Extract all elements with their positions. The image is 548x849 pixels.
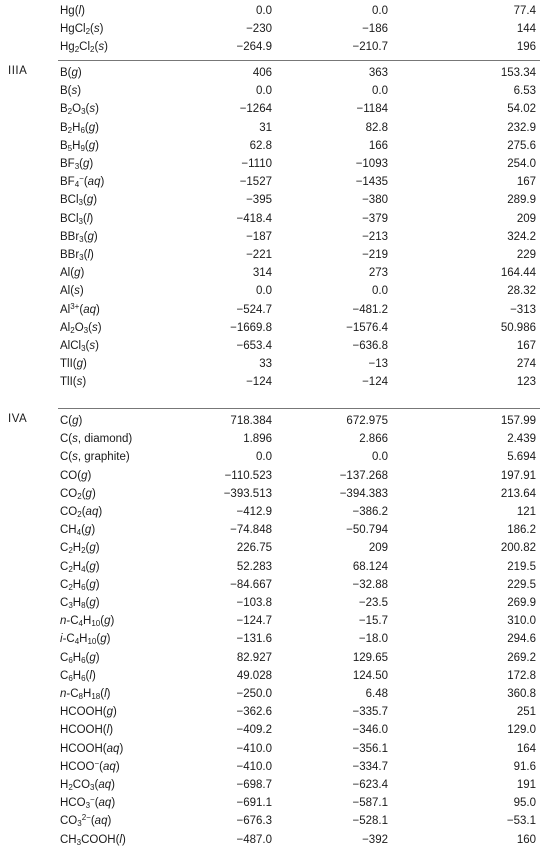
substance-cell: C(s, graphite) xyxy=(60,451,130,464)
gibbs-cell: −335.7 xyxy=(352,706,388,719)
enthalpy-cell: −103.8 xyxy=(236,597,272,609)
enthalpy-cell: 0.0 xyxy=(256,5,272,17)
entropy-cell: 200.82 xyxy=(500,542,536,555)
substance-cell: HCOOH(l) xyxy=(60,724,114,737)
gibbs-cell: 0.0 xyxy=(372,285,388,298)
entropy-cell: 274 xyxy=(516,358,536,371)
gibbs-cell: −334.7 xyxy=(352,760,388,773)
table-row xyxy=(0,100,548,118)
gibbs-cell: −1184 xyxy=(356,103,388,116)
table-row xyxy=(0,521,548,539)
enthalpy-cell: −124.7 xyxy=(236,615,272,628)
substance-cell: $C_2H_2(g)$ xyxy=(60,542,100,556)
enthalpy-cell: −691.1 xyxy=(236,797,272,810)
table-row xyxy=(0,794,548,812)
table-row xyxy=(0,173,548,191)
gibbs-cell: 273 xyxy=(368,267,388,280)
table-row xyxy=(0,667,548,685)
substance-cell: Al(g) xyxy=(60,267,85,280)
gibbs-cell: −1576.4 xyxy=(346,321,388,334)
substance-cell: $BF_4^-(aq)$ xyxy=(60,174,105,190)
entropy-cell: 186.2 xyxy=(507,524,536,537)
enthalpy-cell: 0.0 xyxy=(256,85,272,98)
entropy-cell: 167 xyxy=(516,176,536,189)
table-row xyxy=(0,685,548,703)
substance-cell: Al(s) xyxy=(60,285,84,298)
enthalpy-cell: −418.4 xyxy=(236,212,272,225)
substance-cell: HCOOH(g) xyxy=(60,706,117,719)
enthalpy-cell: −250.0 xyxy=(236,688,272,700)
substance-cell: BCl$_3$(g) xyxy=(60,194,98,208)
enthalpy-cell: 314 xyxy=(252,267,272,280)
entropy-cell: 144 xyxy=(516,23,536,36)
gibbs-cell: 129.65 xyxy=(352,651,388,664)
table-row xyxy=(0,649,548,667)
entropy-cell: 229 xyxy=(516,249,536,261)
entropy-cell: 164.44 xyxy=(500,267,536,280)
table-row xyxy=(0,430,548,448)
table-row xyxy=(0,228,548,246)
entropy-cell: 324.2 xyxy=(507,230,536,243)
substance-cell: $n-C_8H_{18}(l)$ xyxy=(60,688,111,701)
entropy-cell: −313 xyxy=(510,303,536,316)
table-row xyxy=(0,38,548,56)
table-row xyxy=(0,576,548,594)
enthalpy-cell: −187 xyxy=(246,230,272,243)
table-row xyxy=(0,812,548,830)
substance-cell: HgCl$_2$(s) xyxy=(60,23,104,37)
gibbs-cell: 6.48 xyxy=(365,688,388,700)
table-row xyxy=(0,119,548,137)
table-row xyxy=(0,191,548,209)
gibbs-cell: −213 xyxy=(362,230,388,243)
gibbs-cell: −380 xyxy=(362,194,388,207)
entropy-cell: 153.34 xyxy=(500,67,536,79)
table-row xyxy=(0,558,548,576)
enthalpy-cell: −110.523 xyxy=(224,469,272,482)
entropy-cell: 219.5 xyxy=(507,560,536,573)
enthalpy-cell: −230 xyxy=(246,23,272,36)
table-row xyxy=(0,301,548,319)
entropy-cell: 5.694 xyxy=(507,451,536,464)
table-row xyxy=(0,831,548,849)
gibbs-cell: −386.2 xyxy=(352,506,388,518)
entropy-cell: 160 xyxy=(516,833,536,846)
substance-cell: BCl$_3$(l) xyxy=(60,212,94,226)
entropy-cell: 232.9 xyxy=(507,121,536,134)
enthalpy-cell: −676.3 xyxy=(236,815,272,828)
enthalpy-cell: −653.4 xyxy=(236,340,272,352)
table-row xyxy=(0,137,548,155)
substance-cell: $n-C_4H_{10}(g)$ xyxy=(60,615,115,629)
table-row xyxy=(0,539,548,557)
gibbs-cell: −124 xyxy=(362,376,388,389)
gibbs-cell: −32.88 xyxy=(352,578,388,591)
table-row xyxy=(0,467,548,485)
entropy-cell: 77.4 xyxy=(513,5,536,17)
gibbs-cell: −13 xyxy=(368,358,388,371)
entropy-cell: 6.53 xyxy=(513,85,536,98)
substance-cell: Hg(l) xyxy=(60,5,85,17)
enthalpy-cell: 31 xyxy=(259,121,272,134)
enthalpy-cell: 62.8 xyxy=(249,139,272,152)
gibbs-cell: 166 xyxy=(368,139,388,152)
entropy-cell: 50.986 xyxy=(500,321,536,334)
gibbs-cell: −18.0 xyxy=(358,633,388,646)
gibbs-cell: −481.2 xyxy=(352,303,388,316)
gibbs-cell: −392 xyxy=(362,833,388,846)
enthalpy-cell: −1669.8 xyxy=(230,321,272,334)
substance-cell: $CO_2(g)$ xyxy=(60,487,96,501)
table-row xyxy=(0,355,548,373)
substance-cell: HCOOH(aq) xyxy=(60,742,124,755)
enthalpy-cell: −409.2 xyxy=(236,724,272,737)
table-row xyxy=(0,758,548,776)
enthalpy-cell: −410.0 xyxy=(236,742,272,755)
substance-cell: $B_2H_6(g)$ xyxy=(60,121,99,135)
table-row xyxy=(0,337,548,355)
group-divider xyxy=(58,408,540,409)
substance-cell: AlCl$_3$(s) xyxy=(60,340,99,353)
enthalpy-cell: −264.9 xyxy=(236,41,272,54)
table-row xyxy=(0,210,548,228)
substance-cell: B(g) xyxy=(60,67,82,79)
enthalpy-cell: 406 xyxy=(252,67,272,79)
gibbs-cell: −210.7 xyxy=(352,41,388,54)
enthalpy-cell: 0.0 xyxy=(256,451,272,464)
substance-cell: $C_3H_8(g)$ xyxy=(60,597,100,610)
substance-cell: B(s) xyxy=(60,85,82,98)
table-row xyxy=(0,485,548,503)
substance-cell: $H_2CO_3(aq)$ xyxy=(60,779,115,792)
gibbs-cell: 82.8 xyxy=(365,121,388,134)
enthalpy-cell: −410.0 xyxy=(236,760,272,773)
substance-cell: $BF_3(g)$ xyxy=(60,158,94,171)
enthalpy-cell: 33 xyxy=(259,358,272,371)
entropy-cell: 251 xyxy=(516,706,536,719)
enthalpy-cell: −393.513 xyxy=(223,487,272,500)
entropy-cell: 91.6 xyxy=(513,760,536,773)
gibbs-cell: 363 xyxy=(368,67,388,79)
substance-cell: BBr$_3$(g) xyxy=(60,230,98,244)
substance-cell: $C_2H_4(g)$ xyxy=(60,560,100,574)
gibbs-cell: 209 xyxy=(368,542,388,555)
substance-cell: CO(g) xyxy=(60,469,92,482)
substance-cell: $Al^{3+}(aq)$ xyxy=(60,301,100,316)
entropy-cell: 269.9 xyxy=(507,597,536,609)
gibbs-cell: −1093 xyxy=(355,158,388,170)
enthalpy-cell: −124 xyxy=(246,376,272,389)
substance-cell: $CH_3COOH(l)$ xyxy=(60,833,126,847)
enthalpy-cell: −412.9 xyxy=(236,506,272,518)
entropy-cell: 209 xyxy=(516,212,536,225)
table-row xyxy=(0,630,548,648)
entropy-cell: 54.02 xyxy=(507,103,536,116)
substance-cell: $CO_2(aq)$ xyxy=(60,506,103,519)
enthalpy-cell: 226.75 xyxy=(236,542,272,555)
entropy-cell: 167 xyxy=(516,340,536,352)
gibbs-cell: 68.124 xyxy=(352,560,388,573)
entropy-cell: 229.5 xyxy=(507,578,536,591)
entropy-cell: 269.2 xyxy=(507,651,536,664)
substance-cell: $HCO_3^-(aq)$ xyxy=(60,795,116,811)
gibbs-cell: 2.866 xyxy=(359,433,388,446)
substance-cell: $B_2O_3(s)$ xyxy=(60,103,99,117)
entropy-cell: 360.8 xyxy=(507,688,536,700)
entropy-cell: 157.99 xyxy=(500,415,536,427)
gibbs-cell: −137.268 xyxy=(339,469,388,482)
gibbs-cell: −15.7 xyxy=(358,615,388,628)
entropy-cell: 197.91 xyxy=(500,469,536,482)
enthalpy-cell: −698.7 xyxy=(236,779,272,791)
table-row xyxy=(0,2,548,20)
table-row xyxy=(0,703,548,721)
gibbs-cell: −623.4 xyxy=(352,779,388,791)
gibbs-cell: 672.975 xyxy=(346,415,388,427)
substance-cell: C(g) xyxy=(60,415,83,427)
table-row xyxy=(0,373,548,391)
table-row xyxy=(0,448,548,466)
table-row xyxy=(0,282,548,300)
table-row xyxy=(0,412,548,430)
substance-cell: $C_6H_6(g)$ xyxy=(60,651,100,665)
table-row xyxy=(0,20,548,38)
entropy-cell: 172.8 xyxy=(507,669,536,682)
gibbs-cell: 124.50 xyxy=(352,669,388,682)
entropy-cell: 289.9 xyxy=(507,194,536,207)
table-row xyxy=(0,82,548,100)
gibbs-cell: −219 xyxy=(362,249,388,261)
entropy-cell: 2.439 xyxy=(507,433,536,446)
gibbs-cell: −50.794 xyxy=(346,524,388,537)
enthalpy-cell: −131.6 xyxy=(236,633,272,646)
entropy-cell: 123 xyxy=(516,376,536,389)
substance-cell: $C_6H_6(l)$ xyxy=(60,669,96,683)
group-label: IVA xyxy=(8,413,28,425)
gibbs-cell: −346.0 xyxy=(352,724,388,737)
gibbs-cell: −587.1 xyxy=(352,797,388,810)
enthalpy-cell: −221 xyxy=(246,249,272,261)
enthalpy-cell: −487.0 xyxy=(236,833,272,846)
entropy-cell: 254.0 xyxy=(507,158,536,170)
entropy-cell: −53.1 xyxy=(506,815,536,828)
enthalpy-cell: 82.927 xyxy=(236,651,272,664)
table-row xyxy=(0,721,548,739)
table-row xyxy=(0,155,548,173)
enthalpy-cell: −395 xyxy=(246,194,272,207)
enthalpy-cell: 52.283 xyxy=(236,560,272,573)
gibbs-cell: −394.383 xyxy=(339,487,388,500)
entropy-cell: 164 xyxy=(516,742,536,755)
enthalpy-cell: −1110 xyxy=(241,158,272,170)
substance-cell: $B_5H_9(g)$ xyxy=(60,139,99,153)
table-row xyxy=(0,594,548,612)
gibbs-cell: 0.0 xyxy=(372,5,388,17)
table-row xyxy=(0,776,548,794)
substance-cell: HCOO−(aq) xyxy=(60,758,120,773)
table-row xyxy=(0,64,548,82)
table-row xyxy=(0,319,548,337)
enthalpy-cell: −84.667 xyxy=(230,578,272,591)
substance-cell: $C_2H_6(g)$ xyxy=(60,578,100,592)
group-label: IIIA xyxy=(8,65,28,77)
substance-cell: C(s, diamond) xyxy=(60,433,133,446)
table-row xyxy=(0,740,548,758)
enthalpy-cell: −524.7 xyxy=(236,303,272,316)
gibbs-cell: 0.0 xyxy=(372,85,388,98)
gibbs-cell: −1435 xyxy=(355,176,388,189)
enthalpy-cell: −362.6 xyxy=(236,706,272,719)
table-row xyxy=(0,264,548,282)
entropy-cell: 191 xyxy=(516,779,536,791)
substance-cell: TlI(g) xyxy=(60,358,87,371)
entropy-cell: 310.0 xyxy=(507,615,536,628)
substance-cell: TlI(s) xyxy=(60,376,87,389)
substance-cell: BBr$_3$(l) xyxy=(60,249,94,262)
entropy-cell: 121 xyxy=(516,506,536,518)
enthalpy-cell: −74.848 xyxy=(230,524,272,537)
substance-cell: $i-C_4H_{10}(g)$ xyxy=(60,633,111,647)
gibbs-cell: −23.5 xyxy=(358,597,388,609)
enthalpy-cell: −1527 xyxy=(239,176,272,189)
gibbs-cell: −186 xyxy=(362,23,388,36)
enthalpy-cell: 0.0 xyxy=(256,285,272,298)
enthalpy-cell: −1264 xyxy=(239,103,272,116)
entropy-cell: 28.32 xyxy=(507,285,536,298)
gibbs-cell: 0.0 xyxy=(372,451,388,464)
substance-cell: $Al_2O_3(s)$ xyxy=(60,321,102,335)
group-divider xyxy=(58,60,540,61)
enthalpy-cell: 1.896 xyxy=(243,433,272,446)
table-row xyxy=(0,503,548,521)
table-row xyxy=(0,246,548,264)
gibbs-cell: −356.1 xyxy=(352,742,388,755)
gibbs-cell: −528.1 xyxy=(352,815,388,828)
enthalpy-cell: 49.028 xyxy=(236,669,272,682)
gibbs-cell: −636.8 xyxy=(352,340,388,352)
entropy-cell: 95.0 xyxy=(513,797,536,810)
substance-cell: $Hg_2Cl_2(s)$ xyxy=(60,41,108,55)
gibbs-cell: −379 xyxy=(362,212,388,225)
entropy-cell: 213.64 xyxy=(500,487,536,500)
entropy-cell: 129.0 xyxy=(507,724,536,737)
substance-cell: $CH_4(g)$ xyxy=(60,524,96,538)
substance-cell: $CO_3^{2-}(aq)$ xyxy=(60,813,112,829)
entropy-cell: 275.6 xyxy=(507,139,536,152)
entropy-cell: 294.6 xyxy=(507,633,536,646)
enthalpy-cell: 718.384 xyxy=(230,415,272,427)
entropy-cell: 196 xyxy=(516,41,536,54)
table-row xyxy=(0,612,548,630)
